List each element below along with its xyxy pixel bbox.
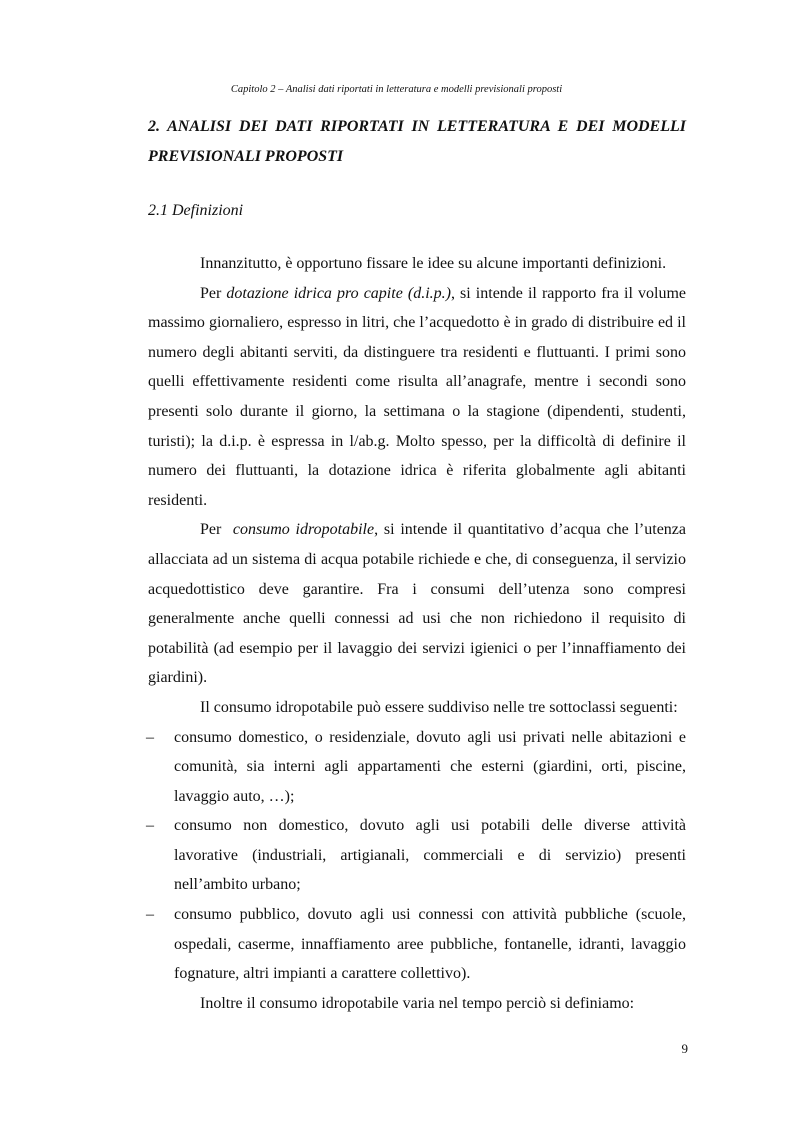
dash-bullet: – (146, 906, 154, 924)
list-item-text: consumo non domestico, dovuto agli usi potabili delle diverse attività lavorative (industriali, artigianali, commerciali e di servizio) presenti nell’ambito urbano; (174, 817, 686, 894)
consumo-lead: Per (200, 521, 233, 539)
consumo-paragraph (148, 515, 686, 693)
running-header: Capitolo 2 – Analisi dati riportati in letteratura e modelli previsionali proposti (230, 84, 563, 95)
intro-paragraph: Innanzitutto, è opportuno fissare le idee su alcune importanti definizioni. (200, 255, 667, 272)
list-item-text: consumo pubblico, dovuto agli usi connessi con attività pubbliche (scuole, ospedali, caserme, innaffiamento aree pubbliche, fontanelle, idranti, lavaggio fognature, altri impianti a carattere collettivo). (174, 906, 686, 983)
chapter-title: 2. ANALISI DEI DATI RIPORTATI IN LETTERATURA E DEI MODELLI PREVISIONALI PROPOSTI (148, 118, 686, 165)
consumo-definition: , si intende il quantitativo d’acqua che l’utenza allacciata ad un sistema di acqua potabile richiede e che, di conseguenza, il servizio acquedottistico deve garantire. Fra i consumi dell’utenza sono compresi generalmente anche quelli connessi ad usi che non richiedono il requisito di potabilità (ad esempio per il lavaggio dei servizi igienici o per l’innaffiamento dei giardini). (148, 521, 686, 687)
list-item-text: consumo domestico, o residenziale, dovuto agli usi privati nelle abitazioni e comunità, sia interni agli appartamenti che esterni (giardini, orti, piscine, lavaggio auto, …); (174, 728, 686, 805)
dip-paragraph (148, 279, 686, 516)
subclasses-list (148, 723, 686, 989)
subclasses-intro: Il consumo idropotabile può essere suddiviso nelle tre sottoclassi seguenti: (200, 698, 678, 716)
dash-bullet: – (146, 817, 154, 835)
dip-term: dotazione idrica pro capite (d.i.p.) (226, 284, 451, 302)
section-title: 2.1 Definizioni (148, 202, 244, 219)
dip-lead: Per (200, 284, 227, 302)
list-item (147, 900, 686, 989)
dip-definition: , si intende il rapporto fra il volume massimo giornaliero, espresso in litri, che l’acquedotto è in grado di distribuire ed il numero degli abitanti serviti, da distinguere tra residenti e fluttuanti. I primi sono quelli effettivamente residenti come risulta all’anagrafe, mentre i secondi sono presenti solo durante il giorno, la settimana o la stagione (dipendenti, studenti, turisti); la d.i.p. è espressa in l/ab.g. Molto spesso, per la difficoltà di definire il numero dei fluttuanti, la dotazione idrica è riferita globalmente agli abitanti residenti. (148, 284, 687, 509)
list-item (147, 723, 686, 812)
closing-paragraph: Inoltre il consumo idropotabile varia nel tempo perciò si definiamo: (200, 994, 635, 1012)
list-item (147, 811, 686, 900)
dash-bullet: – (146, 728, 154, 746)
body-text (148, 249, 686, 1018)
page-number: 9 (681, 1041, 688, 1056)
consumo-term: consumo idropotabile (232, 521, 375, 539)
